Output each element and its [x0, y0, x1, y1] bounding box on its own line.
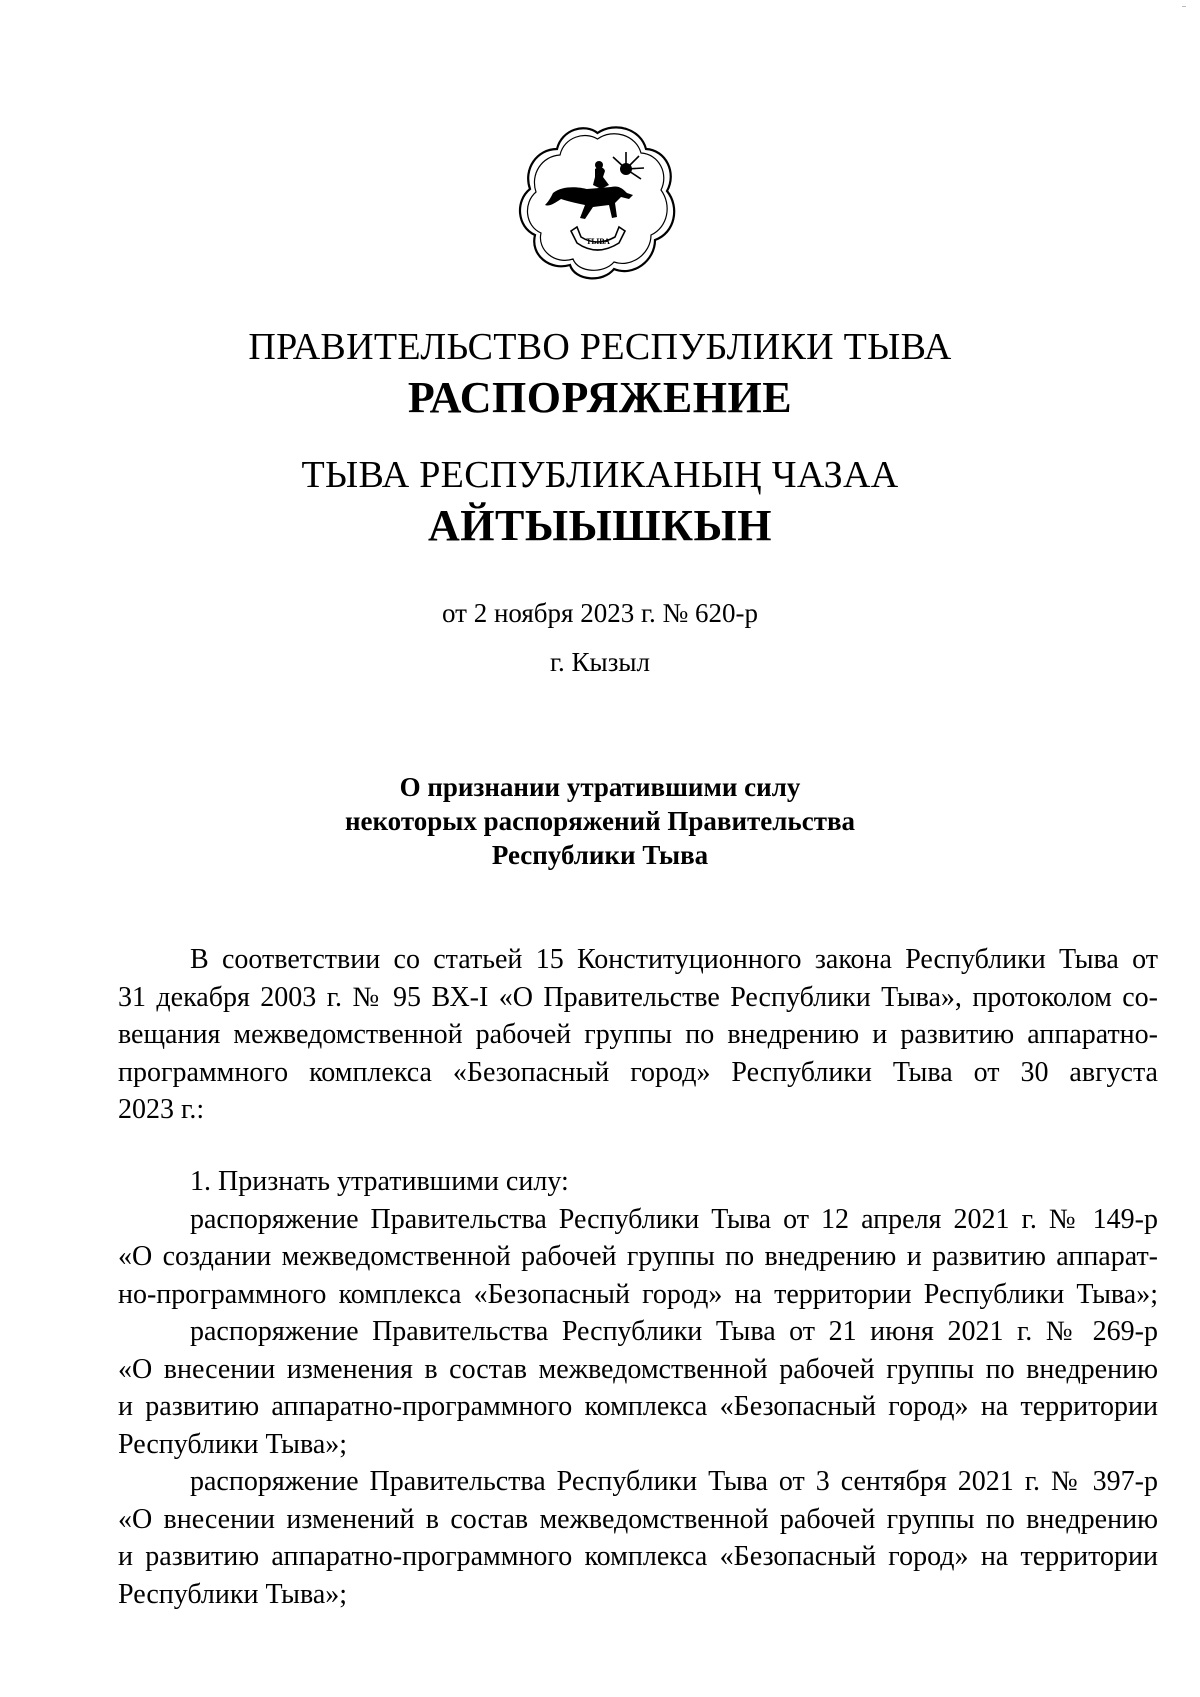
act-line: но-программного комплекса «Безопасный город» на территории Республики Тыва»; — [118, 1278, 1158, 1310]
organization-name-tyv: ТЫВА РЕСПУБЛИКАНЫҢ ЧАЗАА — [301, 454, 899, 496]
document-type-ru: РАСПОРЯЖЕНИЕ — [407, 373, 793, 422]
preamble-line: 2023 г.: — [118, 1094, 205, 1125]
organization-name-ru: ПРАВИТЕЛЬСТВО РЕСПУБЛИКИ ТЫВА — [248, 326, 952, 368]
act-line: и развитию аппаратно-программного комплекса «Безопасный город» на территории — [118, 1391, 1158, 1422]
repealed-act — [118, 1463, 1158, 1613]
preamble-line: В соответствии со статьей 15 Конституционного закона Республики Тыва от — [190, 944, 1158, 975]
act-line: распоряжение Правительства Республики Тыва от 21 июня 2021 г. № 269-р — [190, 1316, 1158, 1347]
act-line: «О внесении изменения в состав межведомственной рабочей группы по внедрению — [118, 1353, 1158, 1385]
document-title — [0, 770, 1200, 872]
act-line: распоряжение Правительства Республики Тыва от 12 апреля 2021 г. № 149-р — [190, 1203, 1158, 1235]
tyva-emblem-icon — [515, 119, 680, 284]
act-line: Республики Тыва»; — [118, 1578, 348, 1610]
preamble-paragraph — [118, 941, 1158, 1129]
emblem-ribbon-text: ТЫВА — [586, 237, 610, 246]
preamble-line: вещания межведомственной рабочей группы по внедрению и развитию аппаратно- — [118, 1019, 1158, 1050]
act-line: распоряжение Правительства Республики Тыва от 3 сентября 2021 г. № 397-р — [190, 1466, 1158, 1497]
document-type-tyv: АЙТЫЫШКЫН — [428, 501, 772, 550]
repealed-act — [118, 1201, 1158, 1314]
document-city: г. Кызыл — [550, 647, 650, 677]
title-line: Республики Тыва — [491, 840, 709, 870]
preamble-line: 31 декабря 2003 г. № 95 ВХ-I «О Правительстве Республики Тыва», протоколом со- — [118, 981, 1158, 1013]
preamble-line: программного комплекса «Безопасный город» Республики Тыва от 30 августа — [118, 1056, 1158, 1088]
title-line: некоторых распоряжений Правительства — [344, 806, 856, 836]
scan-artifact — [1182, 6, 1186, 7]
act-line: и развитию аппаратно-программного комплекса «Безопасный город» на территории — [118, 1541, 1158, 1572]
document-date-number: от 2 ноября 2023 г. № 620-р — [442, 598, 758, 628]
act-line: «О создании межведомственной рабочей группы по внедрению и развитию аппарат- — [118, 1241, 1158, 1272]
item-1 — [118, 1163, 1158, 1613]
item-1-heading: 1. Признать утратившими силу: — [190, 1166, 569, 1197]
act-line: Республики Тыва»; — [118, 1428, 348, 1460]
act-line: «О внесении изменений в состав межведомственной рабочей группы по внедрению — [118, 1503, 1158, 1535]
title-line: О признании утратившими силу — [399, 772, 801, 802]
repealed-act — [118, 1313, 1158, 1463]
